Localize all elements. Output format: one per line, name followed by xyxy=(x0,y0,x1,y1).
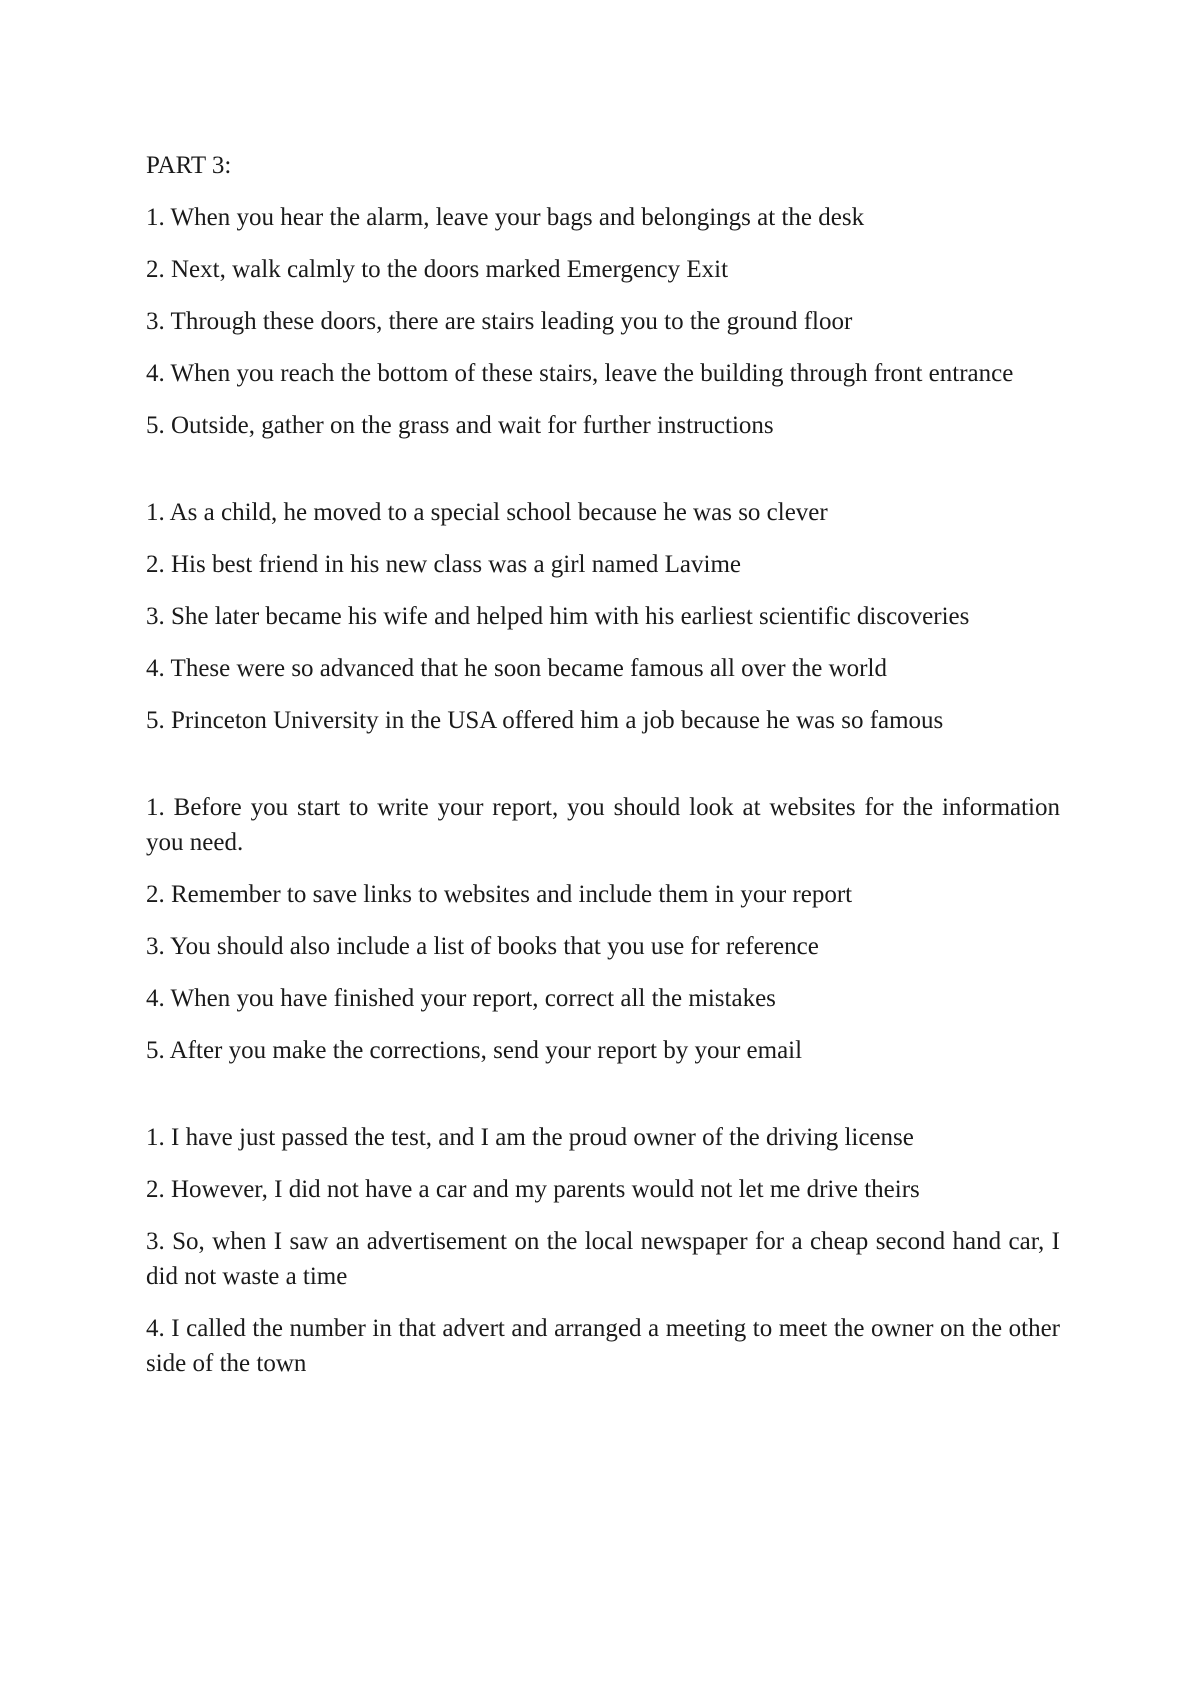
section-4 xyxy=(146,1120,1060,1381)
list-item: 5. Outside, gather on the grass and wait for further instructions xyxy=(146,412,774,439)
list-item: 5. After you make the corrections, send your report by your email xyxy=(146,1037,803,1064)
list-item: 4. When you reach the bottom of these stairs, leave the building through front entrance xyxy=(146,360,1014,387)
list-item: 1. I have just passed the test, and I am the proud owner of the driving license xyxy=(146,1124,914,1151)
document-body xyxy=(146,148,1060,1381)
list-item: 1. Before you start to write your report, you should look at websites for the information you need. xyxy=(146,794,1060,856)
list-item: 2. However, I did not have a car and my parents would not let me drive theirs xyxy=(146,1176,920,1203)
part-heading: PART 3: xyxy=(146,152,232,179)
list-item: 1. As a child, he moved to a special school because he was so clever xyxy=(146,499,828,526)
list-item: 4. I called the number in that advert and arranged a meeting to meet the owner on the other side of the town xyxy=(146,1315,1060,1377)
list-item: 2. Remember to save links to websites and include them in your report xyxy=(146,881,853,908)
list-item: 2. Next, walk calmly to the doors marked Emergency Exit xyxy=(146,256,729,283)
list-item: 2. His best friend in his new class was a girl named Lavime xyxy=(146,551,741,578)
section-1 xyxy=(146,200,1060,443)
list-item: 3. She later became his wife and helped him with his earliest scientific discoveries xyxy=(146,603,970,630)
list-item: 4. These were so advanced that he soon became famous all over the world xyxy=(146,655,887,682)
section-2 xyxy=(146,495,1060,738)
list-item: 3. You should also include a list of books that you use for reference xyxy=(146,933,819,960)
list-item: 4. When you have finished your report, correct all the mistakes xyxy=(146,985,776,1012)
section-3 xyxy=(146,790,1060,1068)
list-item: 5. Princeton University in the USA offered him a job because he was so famous xyxy=(146,707,944,734)
list-item: 3. Through these doors, there are stairs leading you to the ground floor xyxy=(146,308,853,335)
list-item: 3. So, when I saw an advertisement on the local newspaper for a cheap second hand car, I did not waste a time xyxy=(146,1228,1060,1290)
list-item: 1. When you hear the alarm, leave your bags and belongings at the desk xyxy=(146,204,865,231)
